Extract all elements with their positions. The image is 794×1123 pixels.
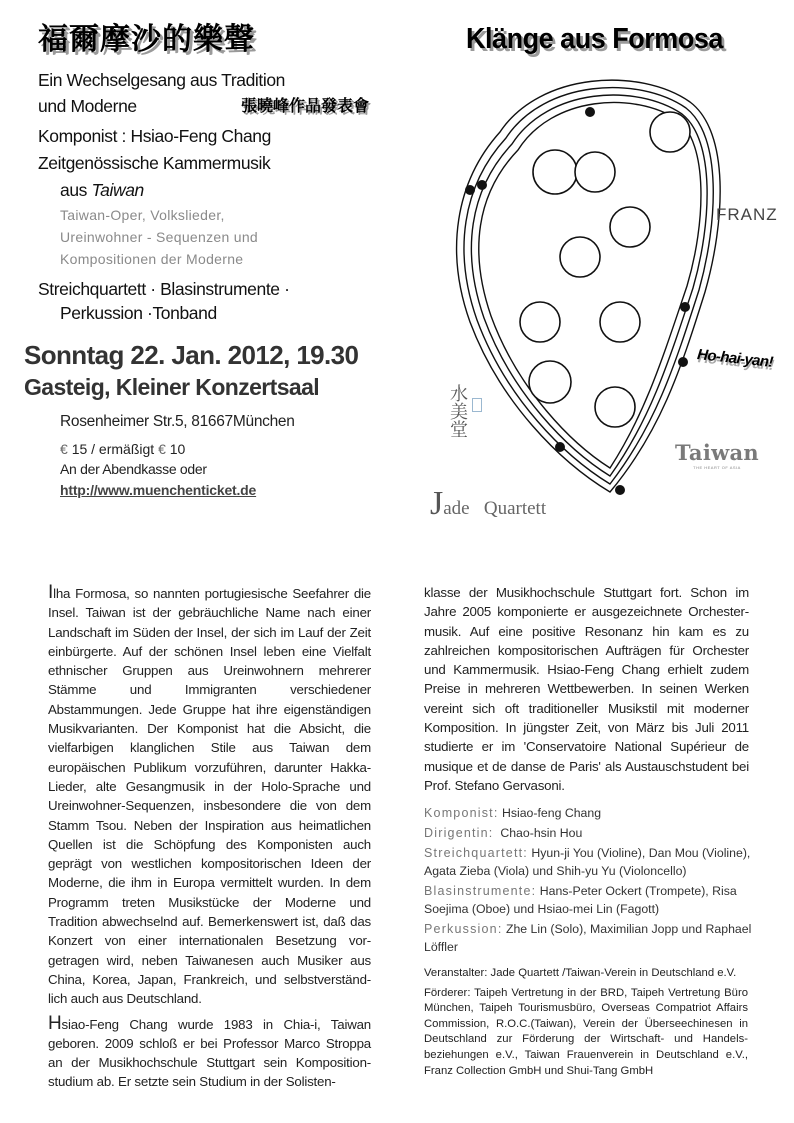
character-face [610,207,650,247]
sponsors-line: Förderer: Taipeh Vertretung in der BRD, Taipeh Vertretung Büro München, Taipeh Tourismusbüro, Overseas Compatriot Affairs Commission, R.O.C.(Taiwan), Verein der Überseechinesen in Deutschland zur Förderung der Wirtschaft- und Handels-beziehungen e.V., Taiwan Frauenverein in Deutschland e.V., Franz Collection GmbH und Shui-Tang GmbH [424,986,748,1077]
shui-tang-characters: 水美堂 [447,384,468,438]
music-note-icon [465,185,475,195]
paragraph-biography [48,1014,371,1092]
body-column-1 [48,583,371,1092]
music-note-icon [585,107,595,117]
artist-signature [716,205,778,225]
composer-line: Komponist : Hsiao-Feng Chang [38,126,271,146]
event-address: Rosenheimer Str.5, 81667München [60,413,295,430]
euro-icon: € [158,441,166,457]
paragraph-intro [48,583,371,1009]
exclamation-text: Ho-hai-yan! [696,346,774,371]
jade-initial: J [430,485,444,522]
chinese-subtitle: 張曉峰作品發表會 [241,96,370,115]
character-face [560,237,600,277]
instruments-line-2: Perkussion ·Tonband [60,303,217,323]
credit-value: Hsiao-feng Chang [501,806,602,820]
euro-icon: € [60,441,68,457]
origin-prefix: aus [60,180,88,200]
organizers [424,966,748,1079]
credit-value: Hans-Peter Ockert (Trompete), Risa Soejima (Oboe) und Hsiao-mei Lin (Fagott) [424,884,737,916]
credit-label: Streichquartett: [424,846,528,860]
music-note-icon [555,442,565,452]
character-face [595,387,635,427]
taiwan-tourism-logo [675,441,759,471]
character-face [600,302,640,342]
dropcap: H [48,1012,62,1034]
styles-line-3: Kompositionen der Moderne [60,251,244,267]
dropcap: I [48,582,54,603]
character-face [650,112,690,152]
artist-signature-text: FRANZ [716,205,778,224]
music-note-icon [477,180,487,190]
event-venue: Gasteig, Kleiner Konzertsaal [24,374,320,400]
credit-item [424,844,754,880]
event-date: Sonntag 22. Jan. 2012, 19.30 [24,340,359,370]
genre-line: Zeitgenössische Kammermusik [38,153,271,173]
jade-rest: ade Quartett [443,498,547,519]
styles-line-2: Ureinwohner - Sequenzen und [60,229,259,245]
credit-item [424,804,754,822]
price-reduced: 10 [169,441,186,457]
character-face [529,361,571,403]
box-office-text: An der Abendkasse oder [60,461,207,477]
shui-tang-stamp-icon [472,398,482,412]
credit-label: Dirigentin: [424,826,494,840]
credit-value: Zhe Lin (Solo), Maximilian Jopp und Raphael Löffler [424,922,752,954]
price-regular: 15 / ermäßigt [71,441,155,457]
credit-item [424,882,754,918]
intro-line-2: und Moderne [38,96,137,116]
character-face [520,302,560,342]
instruments-line-1: Streichquartett · Blasinstrumente · [38,279,290,299]
price-line [60,441,185,458]
paragraph-text: lha Formosa, so nannten portugiesische Seefahrer die Insel. Taiwan ist der gebräuchliche Name nach einer Landschaft im Süden der Insel, der sich im Lauf der Zeit einbürgerte. Auf der schönen Insel leben eine Vielfalt ethnischer Gruppen aus Ureinwohnern mehrerer Stämme und Immigranten verschiedener Abstammungen. Jede Gruppe hat ihre eigenständigen Musikvarianten. Der Komponist hat die Absicht, die vielfarbigen klanglichen Stile aus Taiwan dem europäischen Publikum vorzuführen, darunter Hakka-Lieder, alte Gesangmusik in der Holo-Sprache und Ureinwohner-Sequenzen, insbesondere die von dem Stamm Tsou. Neben der Inspiration aus heimatlichen Quellen ist die Schöpfung des Komponisten auch geprägt von westlichen kompositorischen Ideen der Moderne, die ihm in Europa vermittelt wurden. In dem Programm treten Musikstücke der Moderne und Tradition abwechselnd auf. Bemerkenswert ist, daß das Konzert von einer internationalen Besetzung vor-getragen wird, neben Taiwanesen auch Musiker aus China, Korea, Japan, Frankreich, und selbstverständ-lich auch aus Deutschland. [48,586,371,1007]
music-note-icon [678,357,688,367]
music-note-icon [615,485,625,495]
credit-item [424,824,754,842]
chinese-title: 福爾摩沙的樂聲 [38,22,255,57]
taiwan-logo-text: Taiwan [675,440,759,465]
credit-label: Komponist: [424,806,499,820]
body-column-2 [424,583,749,795]
organizer-line: Veranstalter: Jade Quartett /Taiwan-Verein in Deutschland e.V. [424,967,737,979]
taiwan-logo-tagline: THE HEART OF ASIA [693,465,741,470]
shui-tang-logo [446,384,470,438]
jade-quartett-logo [430,485,546,529]
paragraph-biography-continued: klasse der Musikhochschule Stuttgart fort. Schon im Jahre 2005 komponierte er ausgezeichnete Orchester-musik. Auf eine positive Resonanz hin kam es zu zahlreichen kompositorischen Aufträgen für Orchester und Kammermusik. Hsiao-Feng Chang erhielt zudem Preise in mehreren Wettbewerben. In seinen Werken vereint sich oft traditioneller Musikstil mit moderner Komposition. In jüngster Zeit, von März bis Juli 2011 studierte er im 'Conservatoire National Supérieur de musique et de danse de Paris' als Austauschstudent bei Prof. Stefano Gervasoni. [424,585,749,793]
origin-line [60,180,144,201]
credits-list [424,804,754,958]
ticket-link[interactable]: http://www.muenchenticket.de [60,482,257,498]
origin-place: Taiwan [91,180,144,200]
german-title: Klänge aus Formosa [466,23,723,55]
credit-label: Perkussion: [424,922,503,936]
credit-value: Hyun-ji You (Violine), Dan Mou (Violine), Agata Zieba (Viola) und Shih-yu Yu (Violoncello) [424,846,751,878]
music-note-icon [680,302,690,312]
credit-item [424,920,754,956]
credit-value: Chao-hsin Hou [500,826,583,840]
character-face [533,150,577,194]
credit-label: Blasinstrumente: [424,884,537,898]
styles-line-1: Taiwan-Oper, Volkslieder, [60,207,225,223]
characters [520,112,690,427]
intro-line-1: Ein Wechselgesang aus Tradition [38,70,286,90]
paragraph-text: siao-Feng Chang wurde 1983 in Chia-i, Taiwan geboren. 2009 schloß er bei Professor Marco Stroppa an der Musikhochschule Stuttgart sein Komposition-studium ab. Er setzte sein Studium in der Solisten- [48,1016,371,1090]
character-face [575,152,615,192]
